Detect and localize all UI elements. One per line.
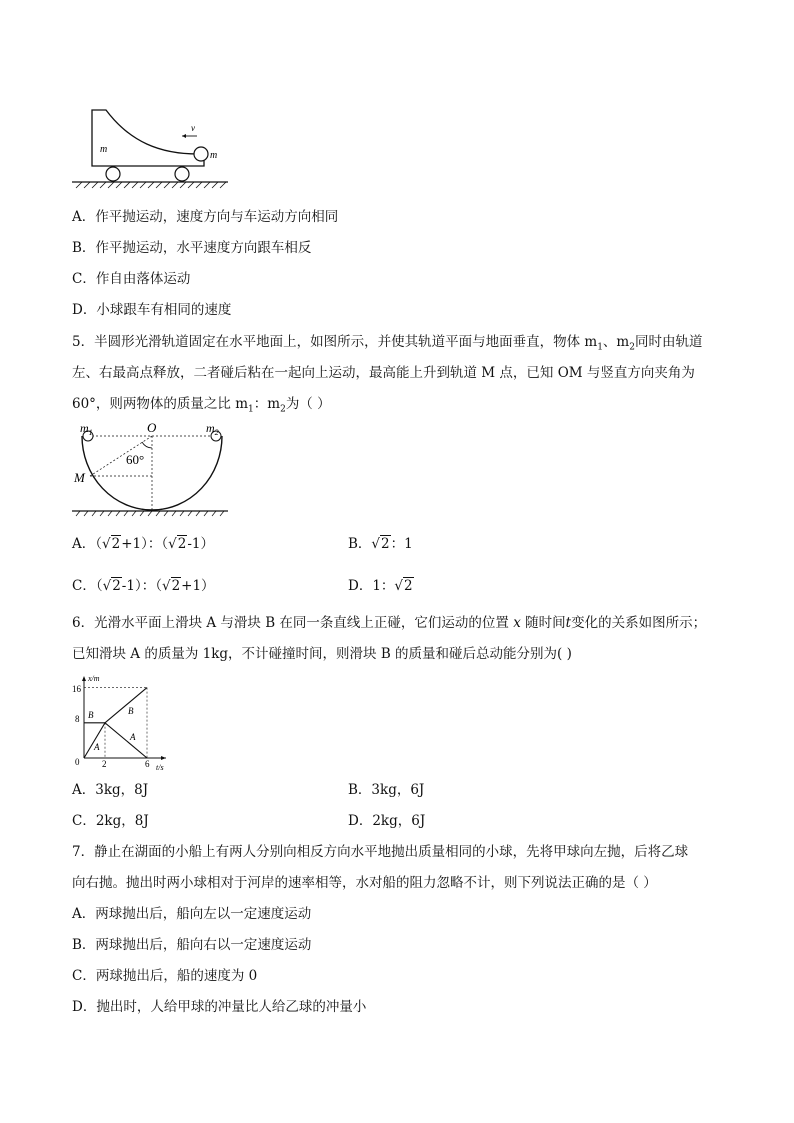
cart-figure xyxy=(70,102,230,190)
q7-option-c: C．两球抛出后，船的速度为 0 xyxy=(72,968,258,984)
q6-option-c: C．2kg，8J xyxy=(72,813,149,829)
q6-option-a: A．3kg，8J xyxy=(72,782,149,798)
q7-option-d: D．抛出时，人给甲球的冲量比人给乙球的冲量小 xyxy=(72,999,367,1015)
q7-stem-line2: 向右抛。抛出时两小球相对于河岸的速率相等，水对船的阻力忽略不计，则下列说法正确的是（ ） xyxy=(72,875,657,891)
label-O: O xyxy=(147,420,157,435)
q6-option-d: D．2kg，6J xyxy=(348,813,426,829)
wheel-right xyxy=(175,167,189,181)
label-m2: $m_2$ xyxy=(206,421,219,437)
q4-option-c: C．作自由落体运动 xyxy=(72,271,191,287)
label-A-before: A xyxy=(94,742,100,752)
q5-stem-line2: 左、右最高点释放，二者碰后粘在一起向上运动，最高能上升到轨道 M 点，已知 OM 与竖直方向夹角为 xyxy=(72,365,695,381)
x-axis-label: t/s xyxy=(156,763,164,772)
series-line-A xyxy=(84,723,147,758)
q5-stem-line3: 60°，则两物体的质量之比 $m_1$：$m_2$为（ ） xyxy=(72,396,331,415)
semicircle-figure xyxy=(70,420,230,520)
label-m-cart: m xyxy=(100,144,108,155)
label-A-after: A xyxy=(130,732,136,742)
label-B-before: B xyxy=(88,710,94,720)
label-angle: 60° xyxy=(126,452,145,467)
q6-stem-line2: 已知滑块 A 的质量为 1kg，不计碰撞时间，则滑块 B 的质量和碰后总动能分别为( ) xyxy=(72,646,572,662)
q7-option-b: B．两球抛出后，船向右以一定速度运动 xyxy=(72,937,312,953)
ball xyxy=(194,147,208,161)
y-tick-8: 8 xyxy=(75,714,80,724)
label-B-after: B xyxy=(128,706,134,716)
x-tick-6: 6 xyxy=(145,759,150,769)
q6-option-b: B．3kg，6J xyxy=(348,782,425,798)
q5-stem-line1: 5．半圆形光滑轨道固定在水平地面上，如图所示，并使其轨道平面与地面垂直，物体 $m_1$、$m_2$同时由轨道 xyxy=(72,334,703,353)
y-axis-label: x/m xyxy=(88,674,100,683)
label-m-ball: m xyxy=(210,150,218,161)
q5-option-b: B．√2：1 xyxy=(348,536,413,552)
xt-graph xyxy=(70,672,170,772)
label-v: v xyxy=(191,123,195,133)
y-tick-16: 16 xyxy=(72,684,81,694)
q6-stem-line1: 6．光滑水平面上滑块 A 与滑块 B 在同一条直线上正碰，它们运动的位置 x 随时间t变化的关系如图所示； xyxy=(72,615,707,631)
x-tick-2: 2 xyxy=(102,759,107,769)
q4-option-d: D．小球跟车有相同的速度 xyxy=(72,302,232,318)
label-M: M xyxy=(74,470,85,485)
q5-option-d: D．1：√2 xyxy=(348,578,413,594)
q7-option-a: A．两球抛出后，船向左以一定速度运动 xyxy=(72,906,312,922)
label-m1: $m_1$ xyxy=(80,421,93,437)
q4-option-b: B．作平抛运动，水平速度方向跟车相反 xyxy=(72,240,312,256)
q5-option-a: A．（√2+1）：（√2-1） xyxy=(72,536,214,552)
wheel-left xyxy=(106,167,120,181)
q4-option-a: A．作平抛运动，速度方向与车运动方向相同 xyxy=(72,209,339,225)
q5-option-c: C．（√2-1）：（√2+1） xyxy=(72,578,215,594)
origin-label: 0 xyxy=(75,757,80,767)
q7-stem-line1: 7．静止在湖面的小船上有两人分别向相反方向水平地抛出质量相同的小球，先将甲球向左抛，后将乙球 xyxy=(72,844,689,860)
